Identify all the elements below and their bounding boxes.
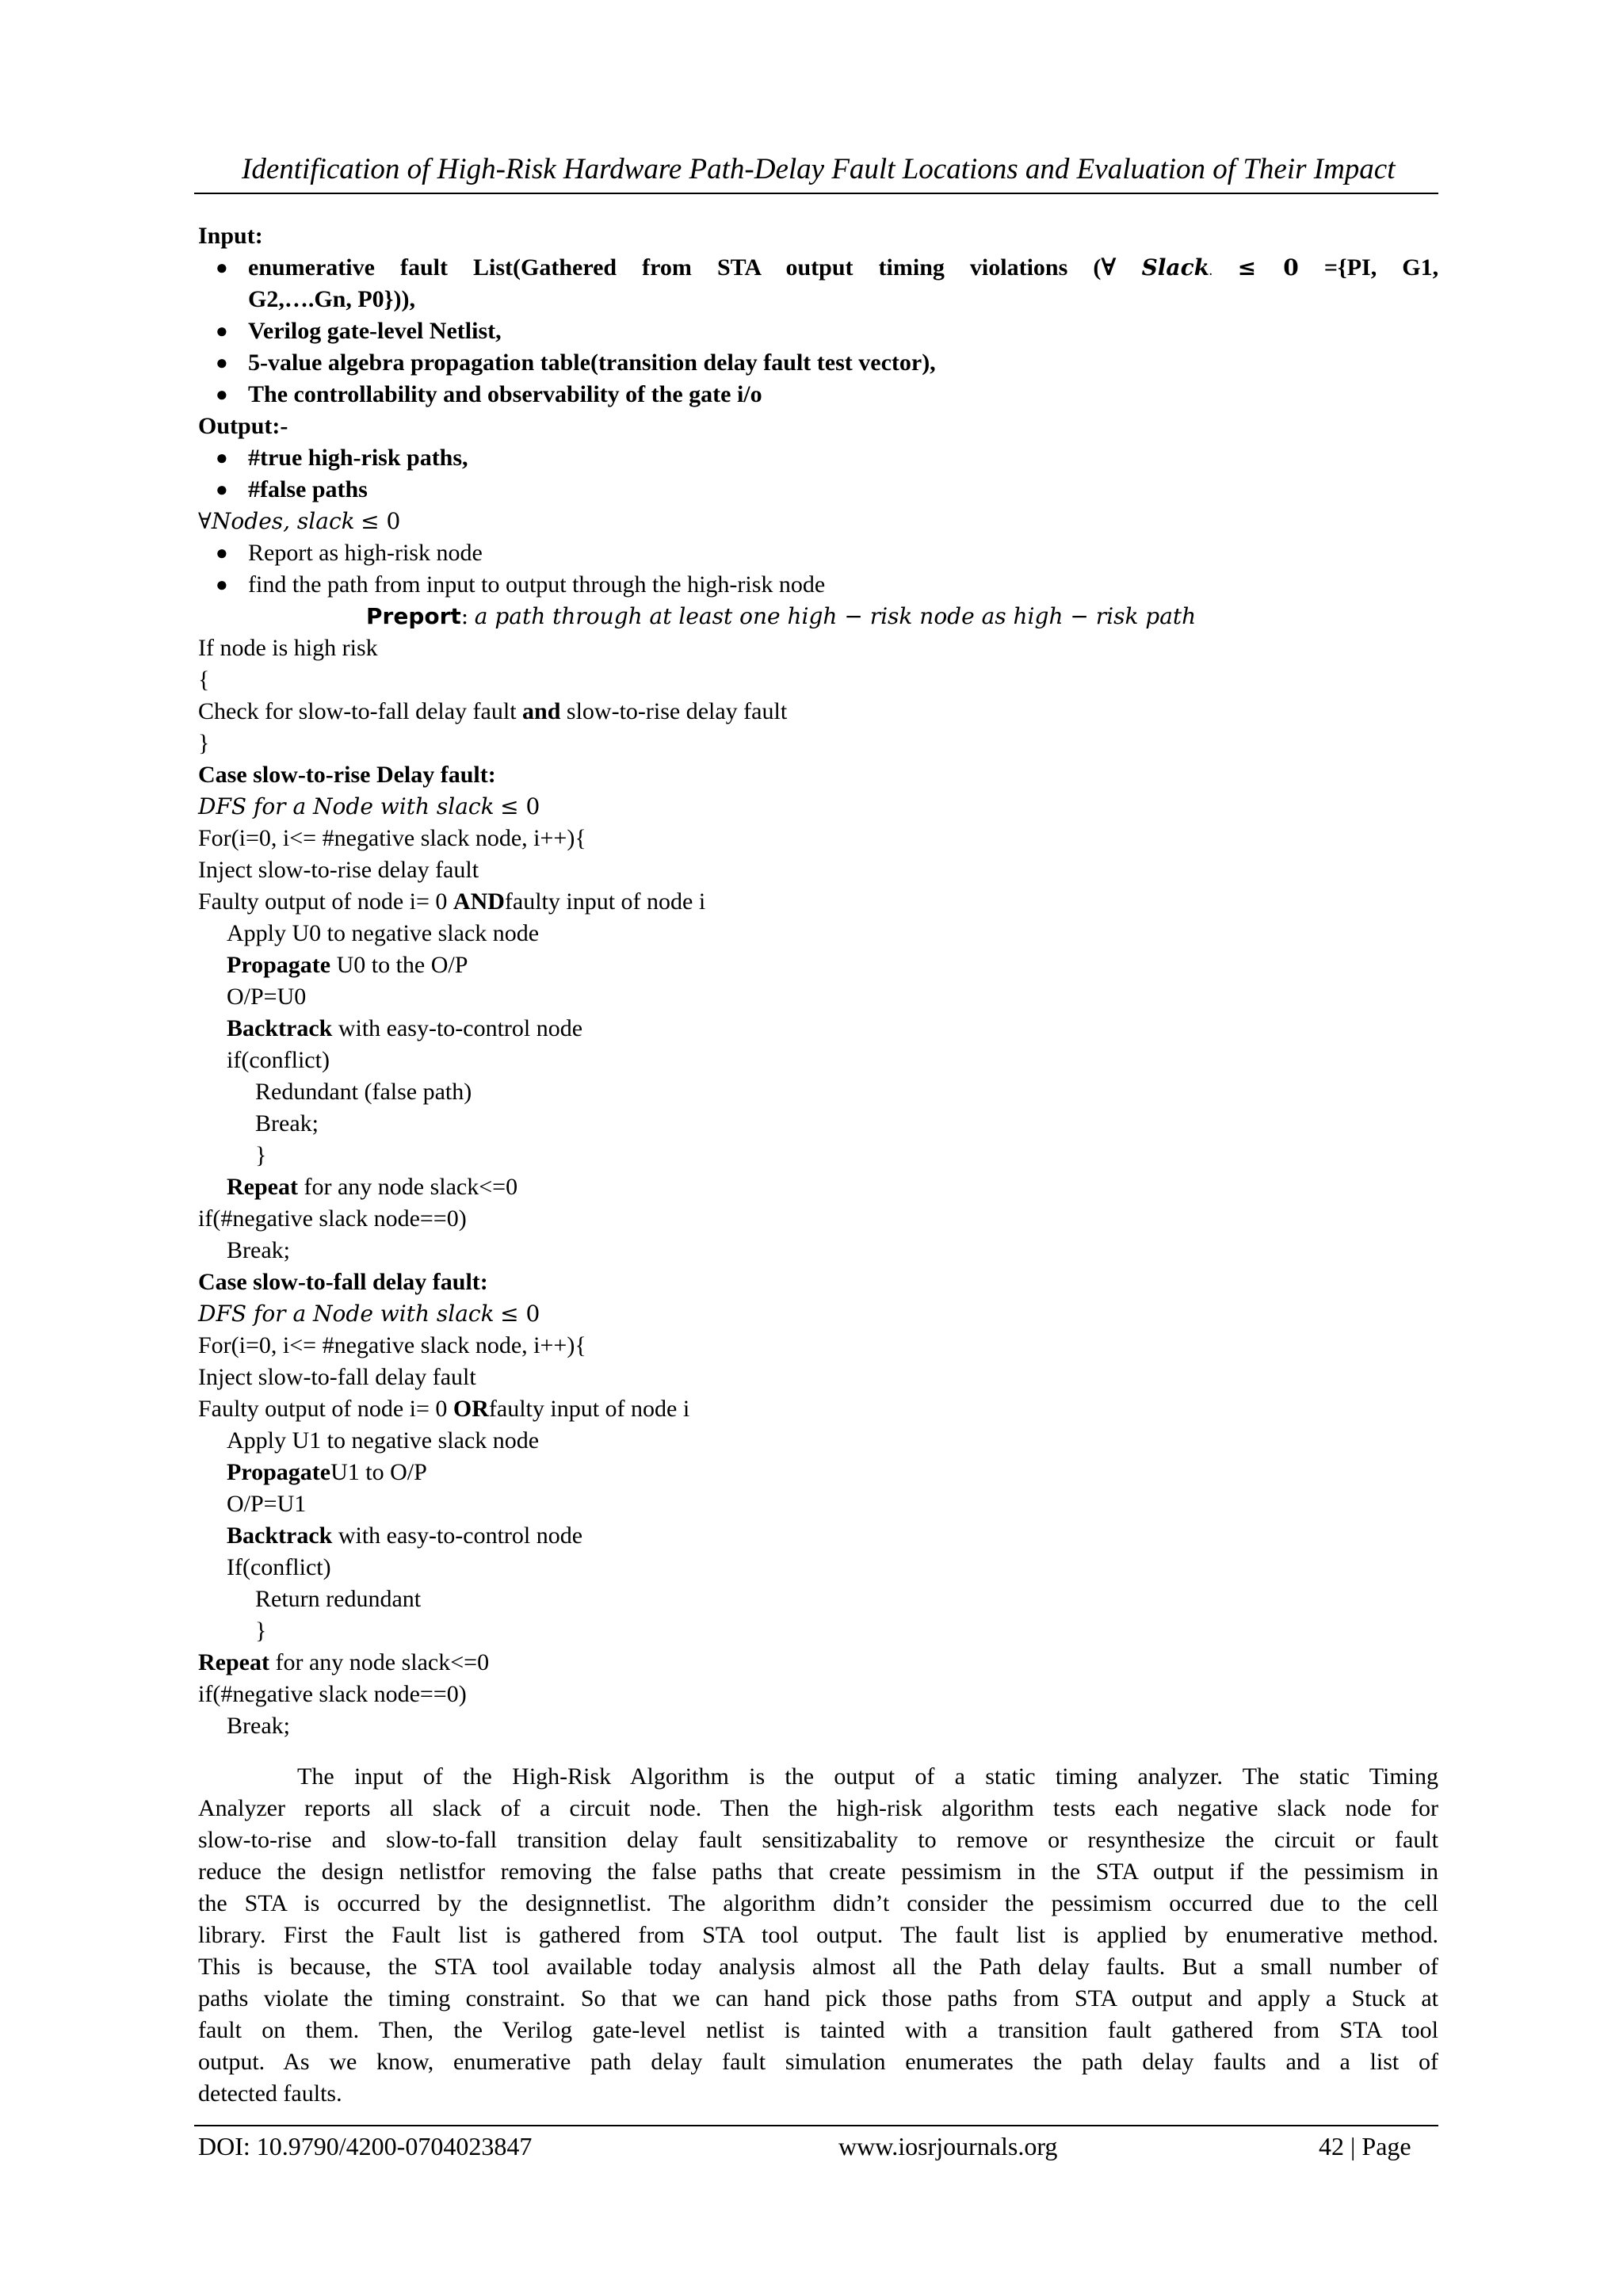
fall-if-negative: if(#negative slack node==0)	[198, 1681, 467, 1707]
input-bullet-3: ● 5-value algebra propagation table(transition delay fault test vector),	[216, 350, 936, 376]
fall-backtrack: Backtrack with easy-to-control node	[227, 1522, 583, 1549]
footer-rule	[194, 2125, 1438, 2126]
fall-apply: Apply U1 to negative slack node	[227, 1427, 540, 1454]
rise-inject: Inject slow-to-rise delay fault	[198, 857, 479, 883]
preport-line: Preport: a path through at least one high − risk node as high − risk path	[366, 603, 1197, 629]
output-heading: Output:-	[198, 413, 288, 439]
input-bullet-4: ● The controllability and observability of the gate i/o	[216, 381, 762, 407]
bullet-icon: ●	[216, 541, 228, 564]
paragraph-line: output. As we know, enumerative path delay fault simulation enumerates the path delay faults and a list of	[198, 2049, 1438, 2075]
input-bullet-2: ● Verilog gate-level Netlist,	[216, 318, 502, 344]
rise-backtrack: Backtrack with easy-to-control node	[227, 1015, 583, 1041]
rise-propagate: Propagate U0 to the O/P	[227, 952, 468, 978]
rise-if-negative: if(#negative slack node==0)	[198, 1205, 467, 1232]
paragraph-line: slow-to-rise and slow-to-fall transition delay fault sensitizabality to remove or resynthesize the circuit or fault	[198, 1827, 1438, 1853]
fall-faulty-line: Faulty output of node i= 0 ORfaulty input of node i	[198, 1396, 690, 1422]
rise-repeat: Repeat for any node slack<=0	[227, 1174, 518, 1200]
bullet-icon: ●	[216, 351, 228, 374]
fall-if-conflict: If(conflict)	[227, 1554, 331, 1580]
rise-for-line: For(i=0, i<= #negative slack node, i++){	[198, 825, 586, 851]
paragraph-line: detected faults.	[198, 2080, 342, 2107]
bullet-icon: ●	[216, 319, 228, 342]
output-bullet-2: ● #false paths	[216, 476, 368, 502]
rise-close-brace: }	[255, 1142, 267, 1168]
footer-site-link[interactable]: www.iosrjournals.org	[838, 2132, 1058, 2160]
rise-apply: Apply U0 to negative slack node	[227, 920, 540, 946]
rise-break-2: Break;	[227, 1237, 290, 1263]
footer-page-number: 42 | Page	[1319, 2132, 1411, 2160]
report-bullet-2: ● find the path from input to output through the high-risk node	[216, 571, 826, 598]
output-bullet-1: ● #true high-risk paths,	[216, 445, 468, 471]
bullet-icon: ●	[216, 256, 228, 279]
slack-math: Slack	[1141, 254, 1210, 281]
rise-faulty-line: Faulty output of node i= 0 ANDfaulty input of node i	[198, 888, 706, 915]
bullet-icon: ●	[216, 573, 228, 596]
fall-case-heading: Case slow-to-fall delay fault:	[198, 1269, 488, 1295]
forall-nodes-line: ∀Nodes, slack ≤ 0	[198, 508, 401, 534]
rise-break: Break;	[255, 1110, 319, 1137]
fall-for-line: For(i=0, i<= #negative slack node, i++){	[198, 1332, 586, 1358]
rise-dfs-line: DFS for a Node with slack ≤ 0	[198, 793, 540, 819]
fall-break: Break;	[227, 1713, 290, 1739]
open-brace: {	[198, 667, 210, 693]
paragraph-line: reduce the design netlistfor removing the false paths that create pessimism in the STA output if the pessimism in	[198, 1859, 1438, 1885]
rise-op: O/P=U0	[227, 984, 307, 1010]
if-high-risk: If node is high risk	[198, 635, 378, 661]
input-bullet-1	[198, 254, 1438, 285]
bullet-icon: ●	[216, 383, 228, 406]
paragraph-line: This is because, the STA tool available today analysis almost all the Path delay faults. But a small number of	[198, 1954, 1438, 1980]
fall-dfs-line: DFS for a Node with slack ≤ 0	[198, 1301, 540, 1327]
header-rule	[194, 193, 1438, 194]
check-line: Check for slow-to-fall delay fault and slow-to-rise delay fault	[198, 698, 788, 724]
rise-case-heading: Case slow-to-rise Delay fault:	[198, 762, 496, 788]
paragraph-line: The input of the High-Risk Algorithm is the output of a static timing analyzer. The static Timing	[297, 1763, 1438, 1790]
running-header: Identification of High-Risk Hardware Path-Delay Fault Locations and Evaluation of Their Impact	[242, 153, 1396, 185]
fall-op: O/P=U1	[227, 1491, 307, 1517]
paragraph-line: library. First the Fault list is gathered from STA tool output. The fault list is applied by enumerative method.	[198, 1922, 1438, 1948]
report-bullet-1: ● Report as high-risk node	[216, 540, 483, 566]
rise-if-conflict: if(conflict)	[227, 1047, 330, 1073]
fall-return: Return redundant	[255, 1586, 422, 1612]
bullet-icon: ●	[216, 446, 228, 469]
close-brace: }	[198, 730, 210, 756]
paragraph-line: Analyzer reports all slack of a circuit node. Then the high-risk algorithm tests each negative slack node for	[198, 1795, 1438, 1821]
fall-propagate: PropagateU1 to O/P	[227, 1459, 427, 1485]
body-paragraph	[198, 1761, 1438, 2110]
input-heading: Input:	[198, 223, 263, 249]
footer-doi: DOI: 10.9790/4200-0704023847	[198, 2132, 533, 2160]
fall-close-brace: }	[255, 1618, 267, 1644]
bullet-icon: ●	[216, 478, 228, 501]
fall-repeat: Repeat for any node slack<=0	[198, 1649, 490, 1675]
paragraph-line: the STA is occurred by the designnetlist. The algorithm didn’t consider the pessimism occurred due to the cell	[198, 1890, 1438, 1916]
fall-inject: Inject slow-to-fall delay fault	[198, 1364, 476, 1390]
rise-redundant: Redundant (false path)	[255, 1079, 472, 1105]
paragraph-line: fault on them. Then, the Verilog gate-level netlist is tainted with a transition fault gathered from STA tool	[198, 2017, 1438, 2043]
paragraph-line: paths violate the timing constraint. So that we can hand pick those paths from STA output and apply a Stuck at	[198, 1985, 1438, 2011]
input-bullet-1-cont: G2,….Gn, P0})),	[248, 286, 415, 312]
input-bullet-1-text: enumerative fault List(Gathered from STA output timing violations (∀ Slack. ≤ 0 ={PI, G1,	[248, 254, 1439, 281]
